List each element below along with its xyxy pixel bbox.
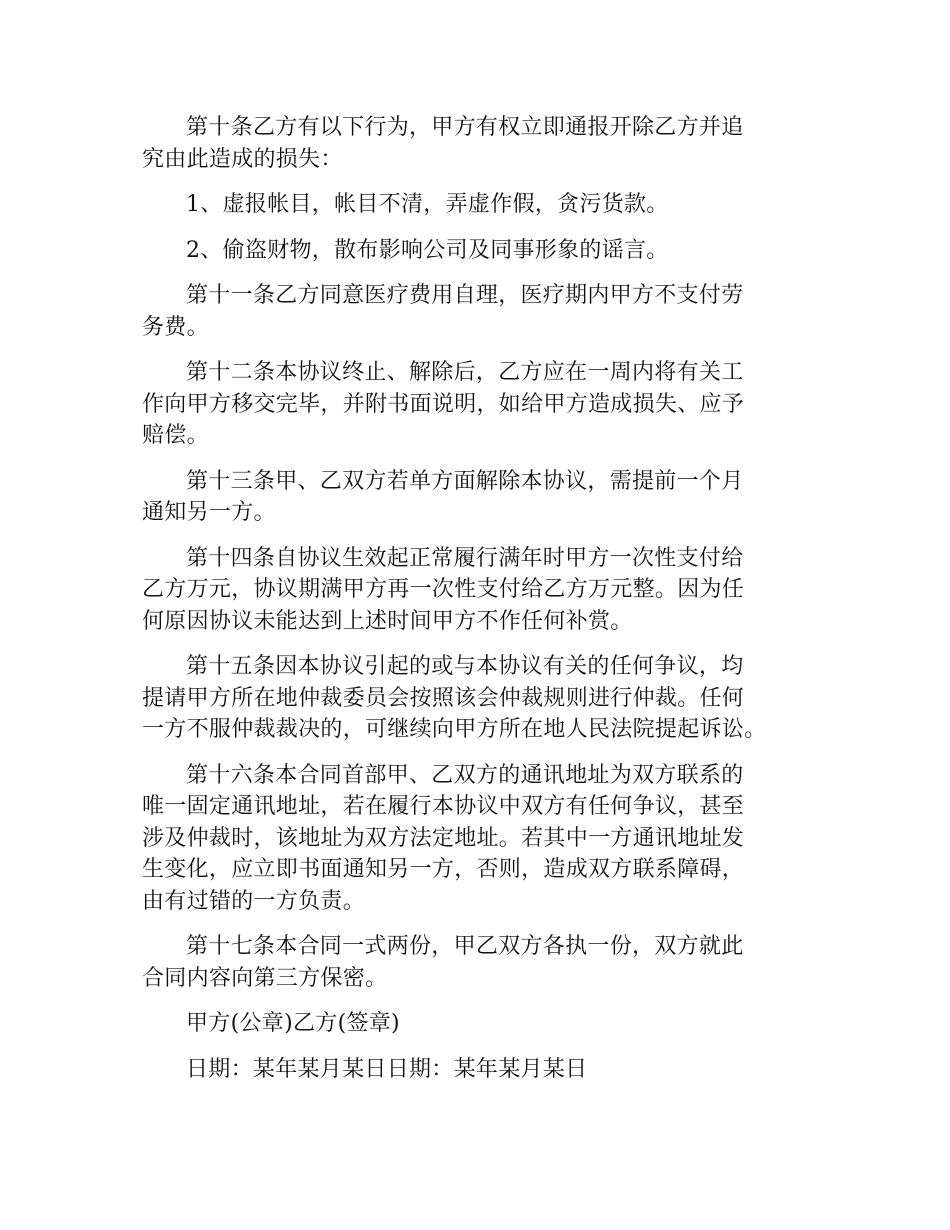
text-line: 第十条乙方有以下行为，甲方有权立即通报开除乙方并追 xyxy=(186,115,744,140)
text-line: 涉及仲裁时，该地址为双方法定地址。若其中一方通讯地址发 xyxy=(142,825,745,851)
text-line: 第十四条自协议生效起正常履行满年时甲方一次性支付给 xyxy=(186,545,744,571)
article-16-paragraph xyxy=(142,760,842,918)
signature-line xyxy=(142,1008,842,1040)
text-line: 通知另一方。 xyxy=(142,500,276,525)
text-line: 合同内容向第三方保密。 xyxy=(142,965,388,991)
date-line xyxy=(142,1054,842,1086)
article-10-item-1-paragraph xyxy=(142,189,842,221)
article-12-paragraph xyxy=(142,357,842,452)
article-13-paragraph xyxy=(142,466,842,529)
text-line: 乙方万元，协议期满甲方再一次性支付给乙方万元整。因为任 xyxy=(142,577,745,602)
text-line: 由有过错的一方负责。 xyxy=(142,888,366,914)
text-line: 甲方(公章)乙方(签章) xyxy=(186,1011,400,1036)
text-line: 何原因协议未能达到上述时间甲方不作任何补赏。 xyxy=(142,608,633,634)
text-line: 2、偷盗财物，散布影响公司及同事形象的谣言。 xyxy=(186,237,669,263)
document-page xyxy=(142,112,842,1099)
text-line: 一方不服仲裁裁决的，可继续向甲方所在地人民法院提起诉讼。 xyxy=(142,717,767,742)
text-line: 第十六条本合同首部甲、乙双方的通讯地址为双方联系的 xyxy=(186,762,744,788)
article-10-paragraph xyxy=(142,112,842,175)
text-line: 究由此造成的损失： xyxy=(142,146,343,172)
text-line: 作向甲方移交完毕，并附书面说明，如给甲方造成损失、应予 xyxy=(142,391,745,417)
text-line: 第十五条因本协议引起的或与本协议有关的任何争议，均 xyxy=(186,654,744,679)
text-line: 务费。 xyxy=(142,314,209,340)
text-line: 赔偿。 xyxy=(142,423,209,448)
text-line: 第十三条甲、乙双方若单方面解除本协议，需提前一个月 xyxy=(186,468,744,494)
article-11-paragraph xyxy=(142,280,842,343)
text-line: 生变化，应立即书面通知另一方，否则，造成双方联系障碍， xyxy=(142,857,745,882)
text-line: 第十一条乙方同意医疗费用自理，医疗期内甲方不支付劳 xyxy=(186,283,744,308)
text-line: 日期：某年某月某日日期：某年某月某日 xyxy=(186,1056,588,1082)
text-line: 1、虚报帐目，帐目不清，弄虚作假，贪污货款。 xyxy=(186,192,669,217)
article-15-paragraph xyxy=(142,651,842,746)
text-line: 第十七条本合同一式两份，甲乙双方各执一份，双方就此 xyxy=(186,934,744,959)
text-line: 提请甲方所在地仲裁委员会按照该会仲裁规则进行仲裁。任何 xyxy=(142,685,745,711)
article-14-paragraph xyxy=(142,543,842,638)
text-line: 第十二条本协议终止、解除后，乙方应在一周内将有关工 xyxy=(186,360,744,385)
article-17-paragraph xyxy=(142,931,842,994)
text-line: 唯一固定通讯地址，若在履行本协议中双方有任何争议，甚至 xyxy=(142,794,745,819)
article-10-item-2-paragraph xyxy=(142,235,842,267)
